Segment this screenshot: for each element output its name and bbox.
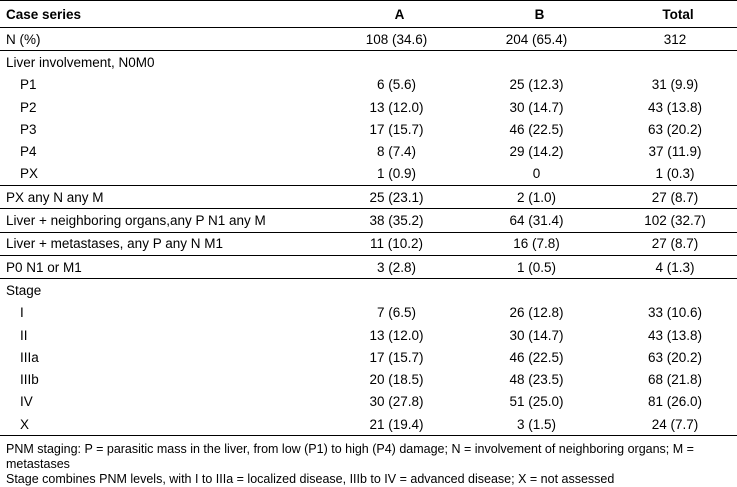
cell-a: 13 (12.0): [369, 99, 424, 115]
cell-a: 17 (15.7): [369, 121, 424, 137]
cell-b: 48 (23.5): [509, 372, 564, 388]
cell-b: [460, 51, 613, 74]
row-label: Liver + neighboring organs,any P N1 any M: [0, 209, 333, 232]
cell-total: 43 (13.8): [647, 99, 703, 115]
cell-b: 16 (7.8): [460, 232, 613, 255]
table-footnotes: [0, 436, 737, 487]
table-row: [0, 140, 737, 162]
row-label: P3: [20, 121, 37, 137]
row-label: IIIb: [20, 372, 39, 388]
cell-total: 27 (8.7): [613, 186, 737, 209]
row-label: IIIa: [20, 349, 39, 365]
row-label: Liver involvement, N0M0: [0, 51, 333, 74]
cell-total: [613, 51, 737, 74]
cell-b: 64 (31.4): [460, 209, 613, 232]
cell-b: 29 (14.2): [509, 144, 564, 160]
table-row: [0, 96, 737, 118]
table-row: [0, 186, 737, 209]
table-row: [0, 28, 737, 51]
cell-total: 33 (10.6): [647, 305, 703, 321]
row-label: P2: [20, 99, 37, 115]
cell-total: 31 (9.9): [651, 77, 699, 93]
cell-b: 204 (65.4): [505, 31, 568, 47]
cell-b: 3 (1.5): [460, 413, 613, 436]
cell-total: 81 (26.0): [647, 394, 703, 410]
cell-b: 30 (14.7): [509, 99, 564, 115]
footnote-pnm: PNM staging: P = parasitic mass in the liver, from low (P1) to high (P4) damage; N = involvement of neighboring organs; M = metastases: [6, 442, 694, 472]
cell-total: 312: [663, 31, 687, 47]
cell-a: [333, 279, 460, 302]
header-case-series: Case series: [0, 1, 333, 28]
table-row: [0, 255, 737, 278]
cell-a: 30 (27.8): [369, 394, 424, 410]
cell-b: 0: [532, 166, 541, 182]
cell-a: 21 (19.4): [333, 413, 460, 436]
header-b: B: [460, 1, 613, 28]
cell-total: [613, 279, 737, 302]
cell-b: 51 (25.0): [509, 394, 564, 410]
cell-b: 2 (1.0): [460, 186, 613, 209]
cell-b: [460, 279, 613, 302]
header-total: Total: [613, 1, 737, 28]
cell-a: 11 (10.2): [333, 232, 460, 255]
row-label: P0 N1 or M1: [0, 255, 333, 278]
row-label: P1: [20, 77, 37, 93]
cell-a: 3 (2.8): [333, 255, 460, 278]
cell-total: 27 (8.7): [613, 232, 737, 255]
header-a: A: [333, 1, 460, 28]
footnote-stage: Stage combines PNM levels, with I to IIIa = localized disease, IIIb to IV = advanced disease; X = not assessed: [6, 472, 615, 487]
cell-total: 1 (0.3): [655, 166, 695, 182]
cell-a: 25 (23.1): [333, 186, 460, 209]
cell-b: 25 (12.3): [509, 77, 564, 93]
table-row: [0, 368, 737, 390]
table-row: [0, 232, 737, 255]
cell-total: 4 (1.3): [613, 255, 737, 278]
cell-b: 30 (14.7): [509, 327, 564, 343]
cell-total: 68 (21.8): [647, 372, 703, 388]
table-row: [0, 163, 737, 186]
cell-a: 17 (15.7): [369, 349, 424, 365]
table-row: [0, 346, 737, 368]
cell-a: 20 (18.5): [369, 372, 424, 388]
row-label: II: [20, 327, 28, 343]
row-label: Liver + metastases, any P any N M1: [0, 232, 333, 255]
cell-a: 38 (35.2): [333, 209, 460, 232]
row-label: Stage: [0, 279, 333, 302]
header-row: [0, 1, 737, 28]
table-row: [0, 279, 737, 302]
table-row: [0, 118, 737, 140]
row-label: PX: [20, 166, 39, 182]
table-row: [0, 302, 737, 324]
table-body: [0, 28, 737, 436]
cell-a: 7 (6.5): [376, 305, 417, 321]
cell-b: 46 (22.5): [509, 349, 564, 365]
row-label: IV: [20, 394, 33, 410]
cell-total: 24 (7.7): [613, 413, 737, 436]
row-label: PX any N any M: [0, 186, 333, 209]
cell-a: [333, 51, 460, 74]
cell-a: 13 (12.0): [369, 327, 424, 343]
cell-b: 46 (22.5): [509, 121, 564, 137]
table-row: [0, 324, 737, 346]
cell-a: 8 (7.4): [376, 144, 417, 160]
cell-a: 108 (34.6): [365, 31, 428, 47]
table-row: [0, 413, 737, 436]
row-label: X: [0, 413, 333, 436]
cell-total: 102 (32.7): [613, 209, 737, 232]
cell-b: 1 (0.5): [460, 255, 613, 278]
table-row: [0, 391, 737, 413]
cell-a: 6 (5.6): [376, 77, 417, 93]
table-row: [0, 209, 737, 232]
table-row: [0, 74, 737, 96]
row-label: I: [20, 305, 24, 321]
row-label: N (%): [6, 31, 41, 47]
cell-a: 1 (0.9): [376, 166, 417, 182]
cell-total: 37 (11.9): [648, 144, 702, 160]
table-row: [0, 51, 737, 74]
table-header: [0, 1, 737, 28]
cell-total: 63 (20.2): [647, 349, 703, 365]
cell-b: 26 (12.8): [509, 305, 564, 321]
cell-total: 43 (13.8): [647, 327, 703, 343]
row-label: P4: [20, 144, 37, 160]
cell-total: 63 (20.2): [647, 121, 703, 137]
